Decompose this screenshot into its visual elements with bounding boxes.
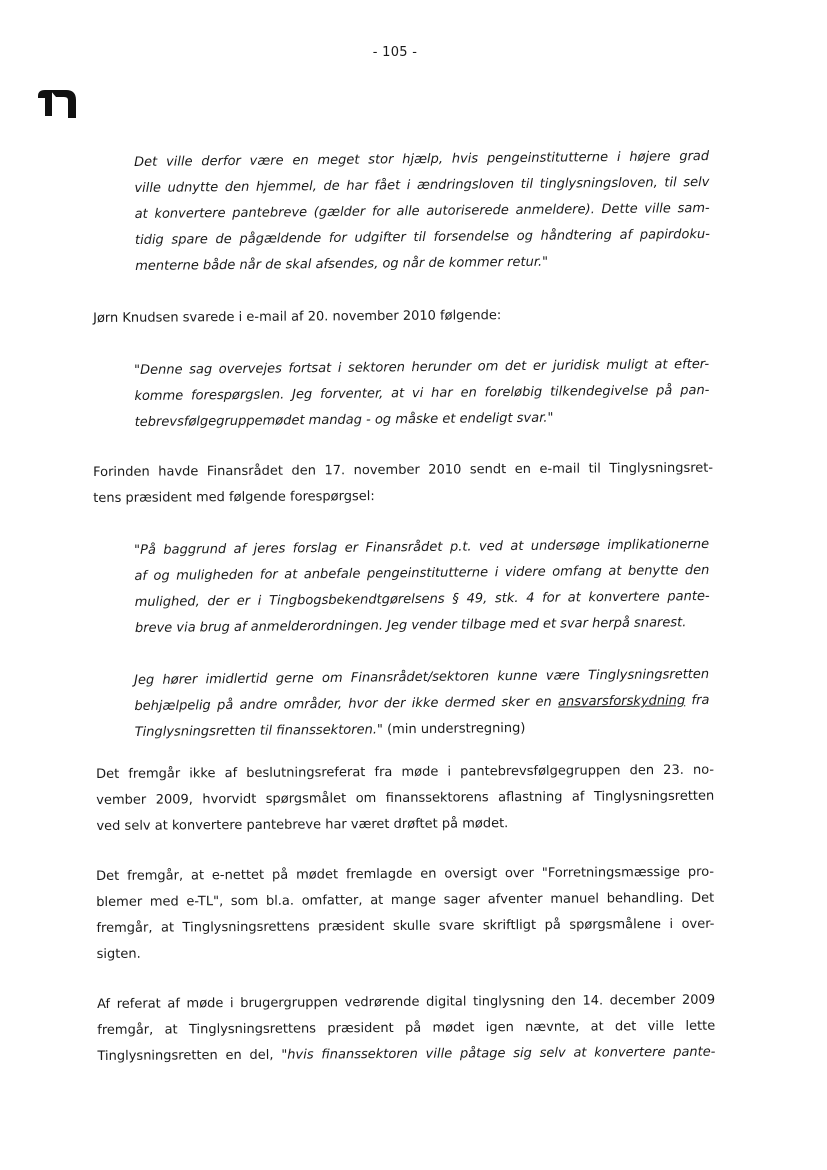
paragraph-line: Det fremgår, at e-nettet på mødet fremlagde en oversigt over "Forretningsmæssige pro- — [96, 864, 715, 884]
paragraph-line: Forinden havde Finansrådet den 17. november 2010 sendt en e-mail til Tinglysningsret- — [93, 460, 714, 480]
paragraph-line: Jørn Knudsen svarede i e-mail af 20. november 2010 følgende: — [93, 308, 502, 326]
paragraph-line: fremgår, at Tinglysningsrettens præsident på mødet igen nævnte, at det ville lette — [97, 1018, 716, 1038]
quote-line: at konvertere pantebreve (gælder for alle autoriserede anmeldere). Dette ville sam- — [134, 200, 710, 222]
quote-line: komme forespørgslen. Jeg forventer, at vi har en foreløbig tilkendegivelse på pan- — [134, 382, 710, 404]
quote-line: af og muligheden for at anbefale pengeinstitutterne i videre omfang at benytte den — [134, 562, 710, 584]
quote-line: tebrevsfølgegruppemødet mandag - og måske et endeligt svar." — [134, 410, 554, 430]
quote-line: Jeg hører imidlertid gerne om Finansrådet/sektoren kunne være Tinglysningsretten — [134, 666, 710, 688]
quote-block-3 — [134, 532, 710, 642]
quote-block-2 — [134, 352, 710, 436]
paragraph-1 — [93, 302, 713, 332]
paragraph-line — [97, 1040, 715, 1070]
quote-line: breve via brug af anmelderordningen. Jeg vender tilbage med et svar herpå snarest. — [134, 615, 687, 636]
paragraph-line: tens præsident med følgende forespørgsel: — [93, 489, 375, 506]
quote-line: menterne både når de skal afsendes, og når de kommer retur." — [135, 254, 549, 274]
quote-text: Tinglysningsretten til finanssektoren." — [134, 722, 384, 740]
paragraph-text: Tinglysningsretten en del, — [97, 1047, 274, 1064]
paragraph-5 — [97, 988, 716, 1070]
paragraph-line: vember 2009, hvorvidt spørgsmålet om finanssektorens aflastning af Tinglysningsretten — [96, 788, 715, 808]
quote-block-4 — [134, 662, 710, 746]
page-number: - 105 - — [372, 45, 418, 60]
paragraph-2 — [93, 456, 713, 512]
paragraph-3 — [96, 758, 715, 840]
underlined-term: ansvarsforskydning — [557, 693, 686, 710]
inline-quote: "hvis finanssektoren ville påtage sig selv at konvertere pante- — [281, 1044, 716, 1063]
quote-line — [135, 714, 710, 746]
paragraph-line: fremgår, at Tinglysningsrettens præsident skulle svare skriftligt på spørgsmålene i over- — [96, 916, 715, 936]
paragraph-line: blemer med e-TL", som bl.a. omfatter, at mange sager afventer manuel behandling. Det — [96, 890, 715, 910]
quote-text: behjælpelig på andre områder, hvor der ikke dermed sker en — [134, 694, 552, 714]
quote-line: "På baggrund af jeres forslag er Finansrådet p.t. ved at undersøge implikationerne — [134, 536, 710, 558]
quote-block-1 — [134, 144, 710, 280]
author-note: (min understregning) — [386, 720, 526, 738]
quote-text: fra — [691, 692, 710, 709]
paragraph-line: Det fremgår ikke af beslutningsreferat fra møde i pantebrevsfølgegruppen den 23. no- — [96, 762, 715, 782]
organization-logo-icon — [36, 86, 78, 122]
quote-line: ville udnytte den hjemmel, de har fået i ændringsloven til tinglysningsloven, til selv — [134, 174, 710, 196]
quote-line: mulighed, der er i Tingbogsbekendtgørelsens § 49, stk. 4 for at konvertere pante- — [134, 588, 710, 610]
paragraph-line: sigten. — [96, 946, 141, 962]
quote-line: Det ville derfor være en meget stor hjælp, hvis pengeinstitutterne i højere grad — [134, 148, 710, 170]
paragraph-line: ved selv at konvertere pantebreve har været drøftet på mødet. — [96, 816, 509, 834]
quote-line: "Denne sag overvejes fortsat i sektoren herunder om det er juridisk muligt at efter- — [134, 356, 710, 378]
paragraph-line: Af referat af møde i brugergruppen vedrørende digital tinglysning den 14. december 2009 — [97, 992, 716, 1012]
quote-line: tidig spare de pågældende for udgifter til forsendelse og håndtering af papirdoku- — [134, 226, 710, 248]
paragraph-4 — [96, 860, 715, 968]
